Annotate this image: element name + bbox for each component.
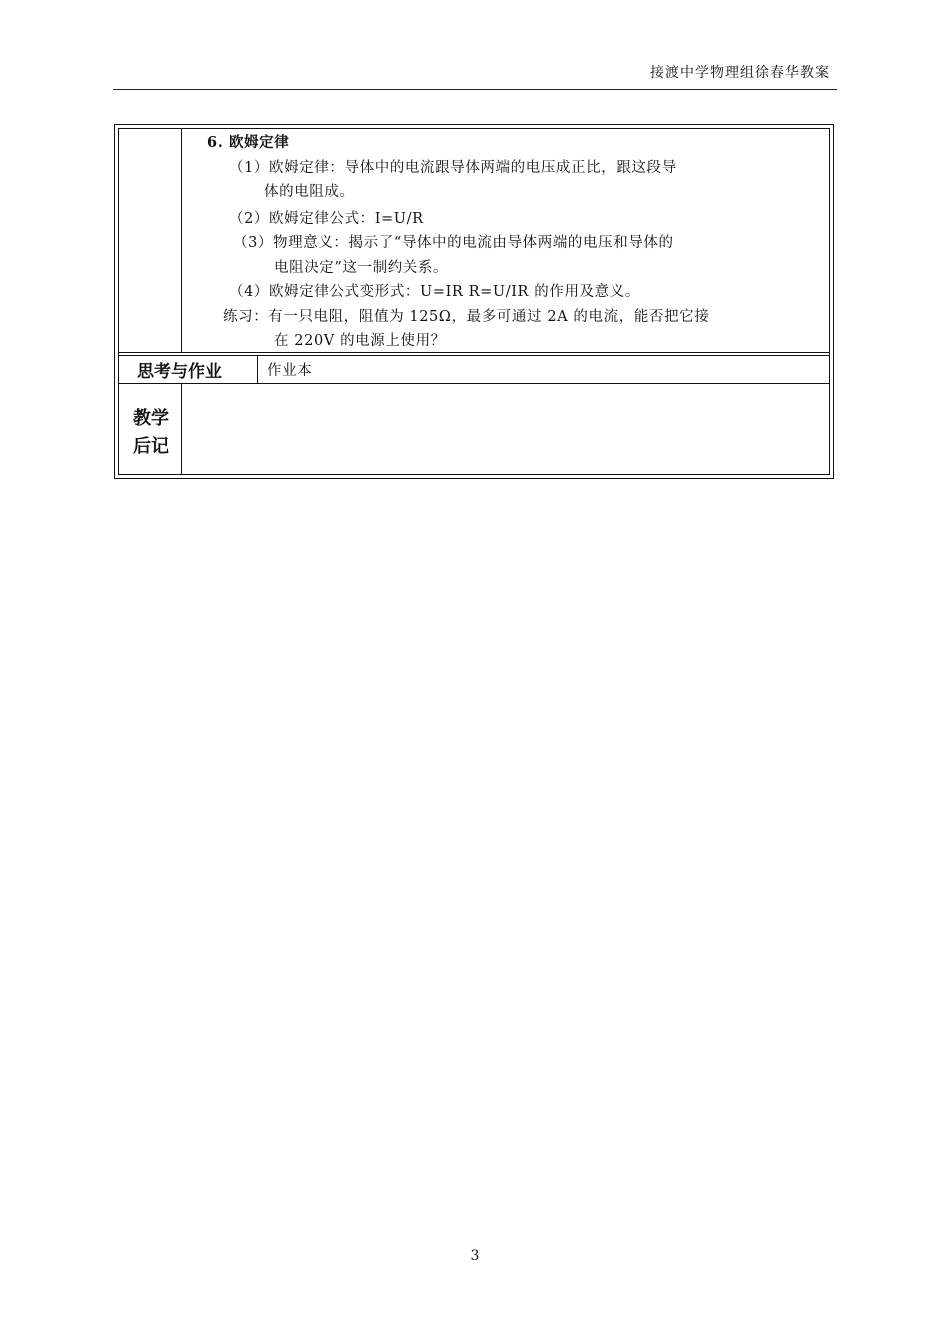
content-line: 体的电阻成。 [264,184,355,200]
header-rule [113,89,837,90]
content-column-divider [181,129,182,352]
content-row-divider [119,352,829,353]
homework-column-divider [257,355,258,383]
content-row-divider-double [119,355,829,356]
document-header: 接渡中学物理组徐春华教案 [650,65,830,81]
notes-label-line: 后记 [133,436,169,457]
content-line: （3）物理意义：揭示了“导体中的电流由导体两端的电压和导体的 [233,235,674,251]
notes-label [121,405,181,461]
homework-row-divider [119,383,829,384]
content-line: （1）欧姆定律：导体中的电流跟导体两端的电压成正比，跟这段导 [229,160,677,176]
lesson-table-inner [118,128,830,475]
lesson-table [114,124,834,479]
content-line: 练习：有一只电阻，阻值为 125Ω，最多可通过 2A 的电流，能否把它接 [223,309,710,325]
homework-label: 思考与作业 [137,362,222,382]
homework-value: 作业本 [267,363,313,379]
content-line: 电阻决定”这一制约关系。 [274,260,449,276]
section-title: 6. 欧姆定律 [207,134,290,151]
notes-label-line: 教学 [133,408,169,429]
page-number: 3 [470,1248,480,1264]
content-line: （2）欧姆定律公式：I=U/R [229,211,424,227]
content-line: （4）欧姆定律公式变形式：U=IR R=U/IR 的作用及意义。 [229,284,640,300]
notes-column-divider [181,383,182,474]
content-line: 在 220V 的电源上使用？ [274,333,446,349]
